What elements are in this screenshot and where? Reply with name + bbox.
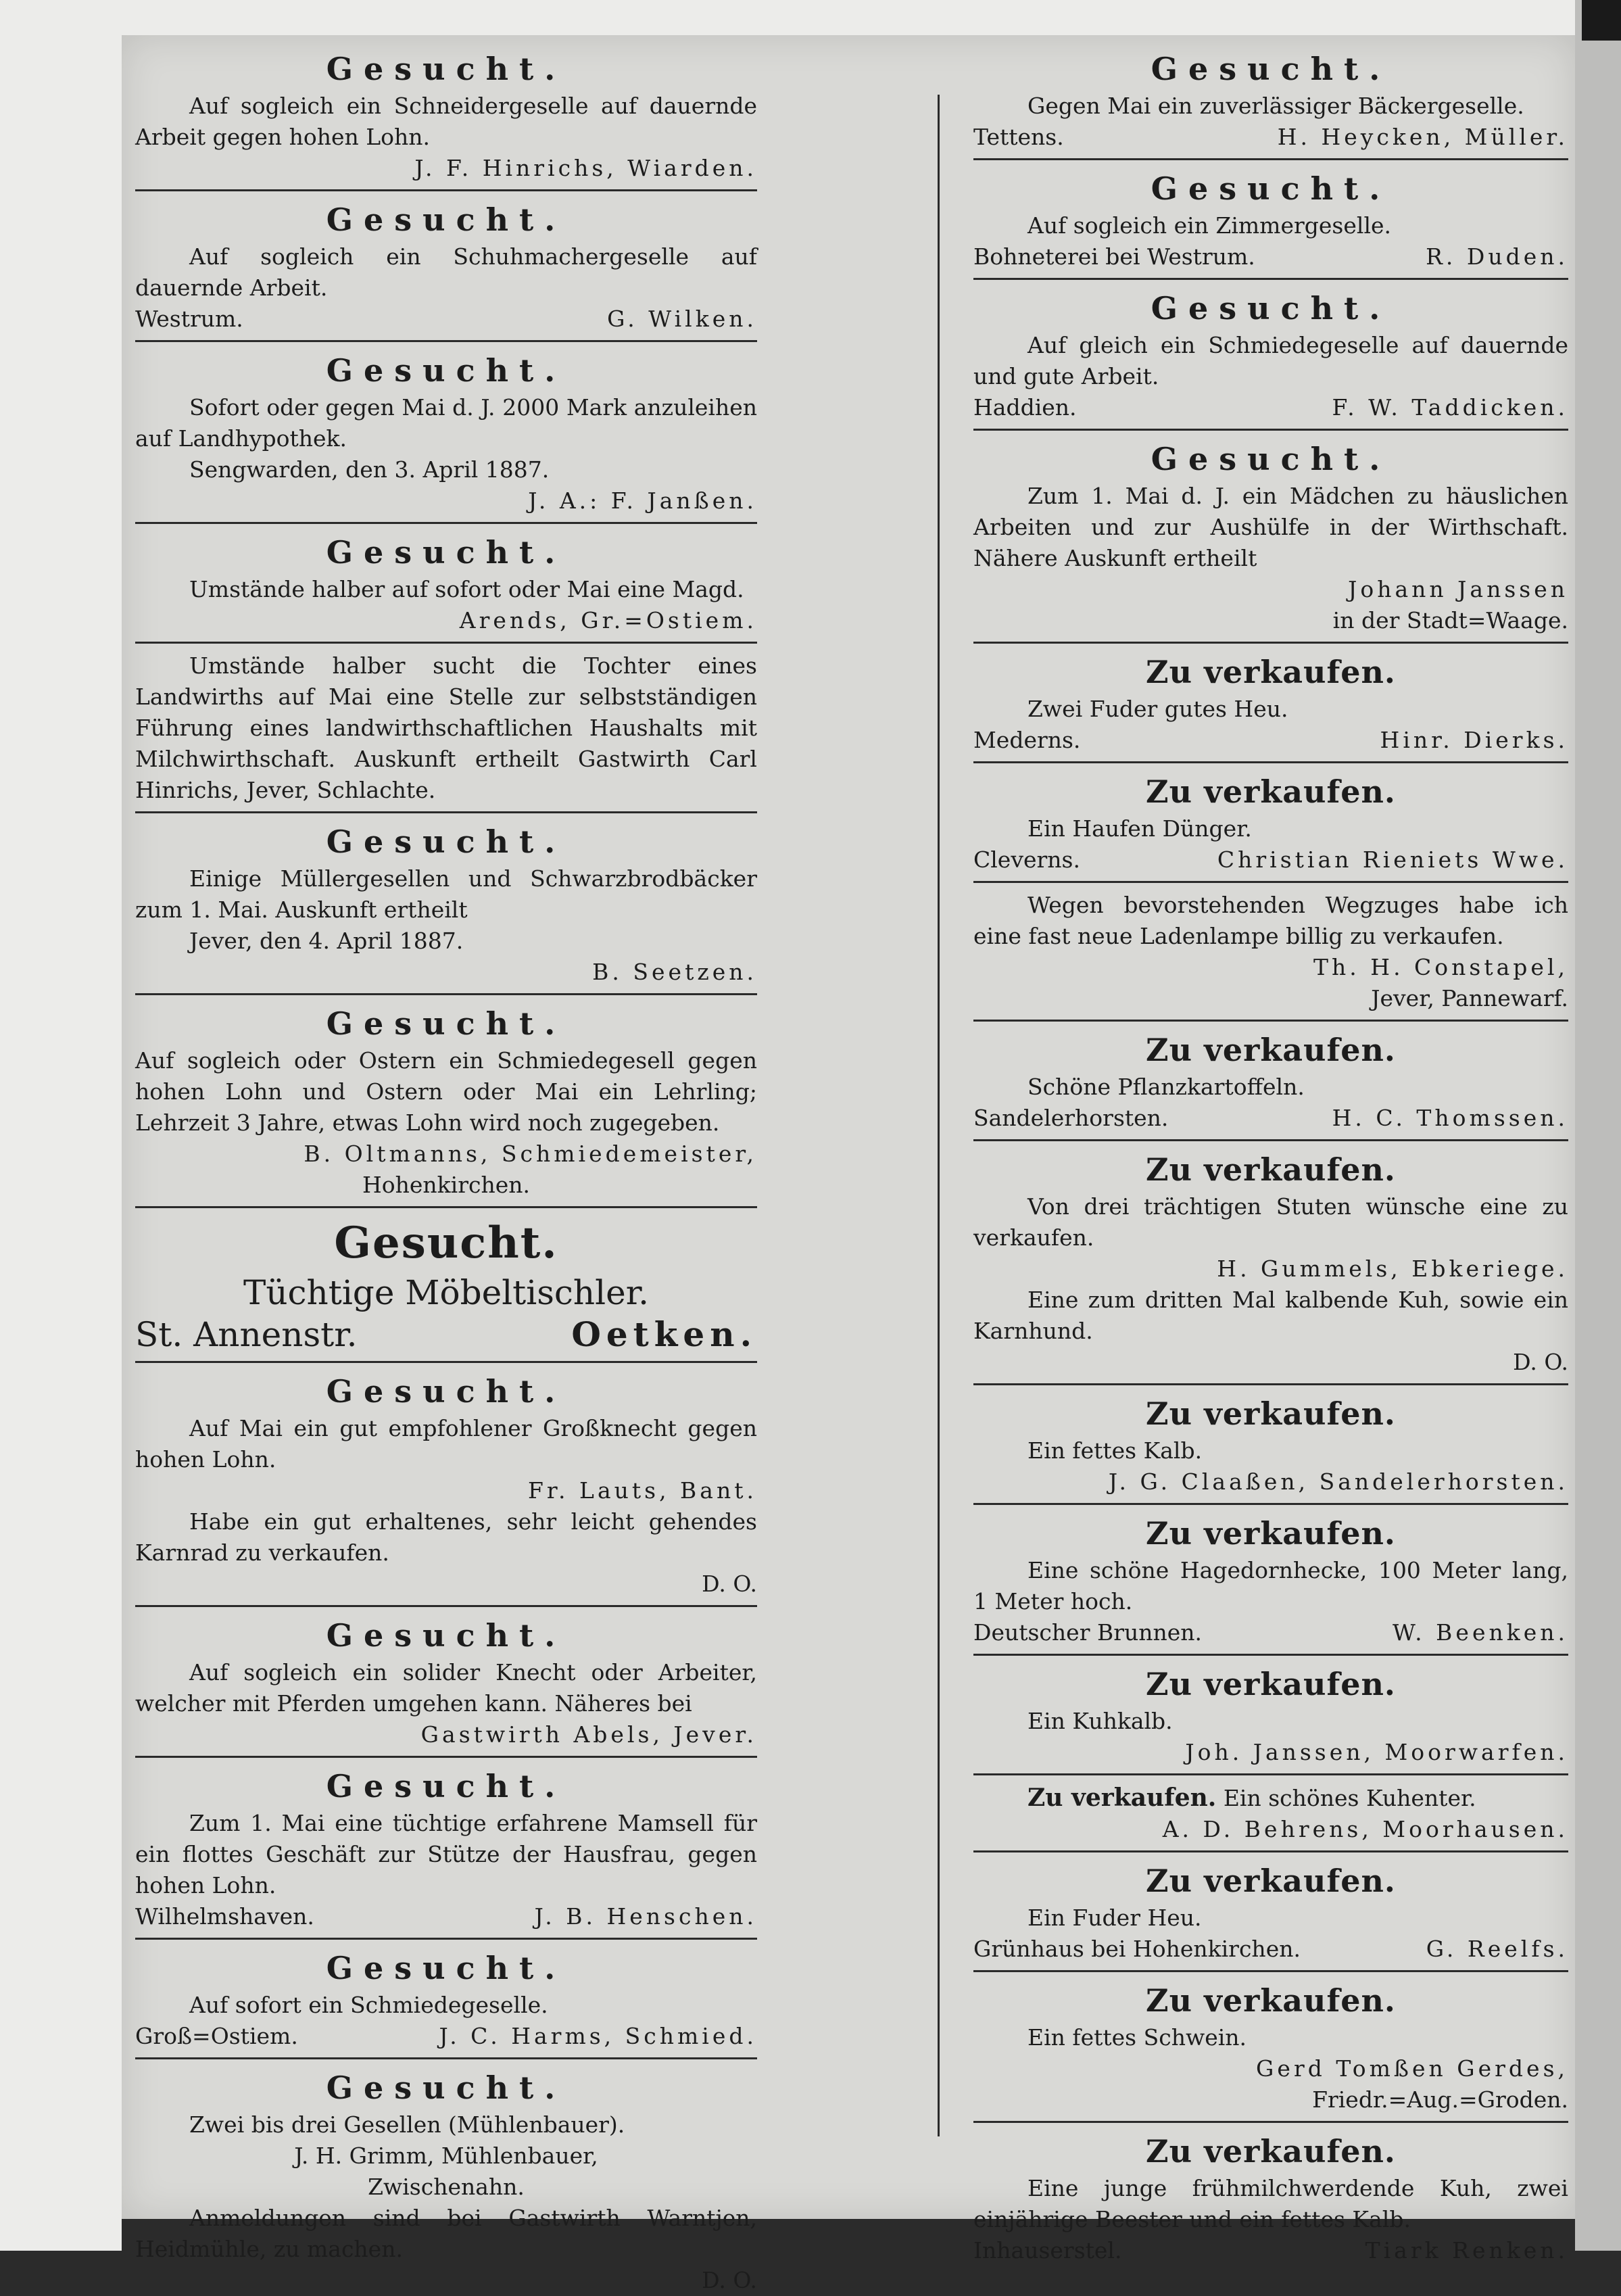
advertiser: Oetken. [571, 1314, 757, 1354]
ad-mamsell [122, 1765, 771, 1940]
divider [973, 1654, 1568, 1656]
ad-text: Zwei bis drei Gesellen (Mühlenbauer). [189, 2111, 625, 2138]
advertiser: G. Reelfs. [1426, 1936, 1568, 1962]
ad-kalb [960, 1392, 1582, 1505]
advertiser: H. Gummels, Ebkeriege. [1217, 1255, 1568, 1282]
ad-signature [135, 2265, 757, 2296]
ad-heading: Zu verkaufen. [1146, 1666, 1396, 1702]
ad-signature [973, 122, 1568, 153]
ad-text: Zum 1. Mai d. J. ein Mädchen zu häuslichen Arbeiten und zur Aushülfe in der Wirthschaft. Nähere Auskunft ertheilt [973, 483, 1568, 571]
ad-signature [973, 1347, 1568, 1378]
left-column [122, 47, 771, 2293]
ad-heading: Gesucht. [326, 1617, 566, 1654]
ad-baeckergeselle [960, 47, 1582, 160]
divider [135, 1206, 757, 1208]
divider [973, 761, 1568, 763]
advertiser: F. W. Taddicken. [1332, 394, 1568, 421]
divider [135, 1605, 757, 1607]
divider [135, 811, 757, 813]
divider [973, 278, 1568, 280]
ad-dateline: Jever, den 4. April 1887. [189, 928, 464, 954]
ad-text: Wegen bevorstehenden Wegzuges habe ich eine fast neue Ladenlampe billig zu verkaufen. [973, 892, 1568, 949]
ad-duenger [960, 770, 1582, 883]
ad-heading: Gesucht. [326, 51, 566, 87]
place: Wilhelmshaven. [135, 1903, 314, 1930]
ad-signature [973, 1466, 1568, 1498]
ad-text: Tüchtige Möbeltischler. [243, 1273, 650, 1312]
ad-text: Ein Kuhkalb. [1027, 1708, 1173, 1734]
ad-signature [135, 1139, 757, 1170]
ad-heading: Gesucht. [326, 352, 566, 389]
advertiser: H. C. Thomssen. [1332, 1105, 1568, 1131]
place: Sandelerhorsten. [973, 1105, 1169, 1131]
advertiser: Christian Rieniets Wwe. [1217, 846, 1568, 873]
ad-dateline: Sengwarden, den 3. April 1887. [189, 456, 550, 483]
ad-text: Sofort oder gegen Mai d. J. 2000 Mark anzuleihen auf Landhypothek. [135, 394, 757, 452]
ad-ladenlampe [960, 890, 1582, 1022]
ad-signature [973, 574, 1568, 605]
divider [973, 429, 1568, 431]
ad-heading: Gesucht. [326, 1950, 566, 1986]
adjacent-page-edge [1575, 0, 1621, 2251]
divider [973, 158, 1568, 160]
advertiser: R. Duden. [1426, 243, 1568, 270]
ad-heading: Zu verkaufen. [1146, 1515, 1396, 1552]
ad-pflanzkartoffeln [960, 1028, 1582, 1141]
ad-signature [973, 392, 1568, 423]
advertiser: Fr. Lauts, Bant. [528, 1477, 757, 1504]
ad-heading: Gesucht. [326, 2070, 566, 2106]
ad-heading: Gesucht. [326, 1005, 566, 1042]
divider [973, 1503, 1568, 1505]
ad-text: Ein Fuder Heu. [1027, 1905, 1202, 1931]
place: Inhauserstel. [973, 2237, 1122, 2264]
ad-heading: Zu verkaufen. [1146, 1151, 1396, 1188]
advertiser-address: in der Stadt=Waage. [1332, 607, 1568, 633]
ad-signature [973, 1253, 1568, 1285]
ad-schwein [960, 1979, 1582, 2123]
ad-signature [973, 1617, 1568, 1648]
divider [973, 1139, 1568, 1141]
ad-kuh-beester [960, 2130, 1582, 2266]
ad-inline-heading: Zu verkaufen. [1027, 1784, 1217, 1812]
divider [135, 1756, 757, 1758]
ad-heading: Zu verkaufen. [1146, 1863, 1396, 1899]
ad-text: Auf sogleich ein Schneidergeselle auf dauernde Arbeit gegen hohen Lohn. [135, 93, 757, 150]
ad-signature [135, 605, 757, 636]
place: Mederns. [973, 727, 1081, 753]
ad-heading: Zu verkaufen. [1146, 2133, 1396, 2170]
place: Grünhaus bei Hohenkirchen. [973, 1936, 1301, 1962]
ad-stuten [960, 1148, 1582, 1285]
ad-heading: Gesucht. [1151, 51, 1391, 87]
ad-knecht [122, 1614, 771, 1758]
advertiser: J. A.: F. Janßen. [528, 487, 757, 514]
place: Groß=Ostiem. [135, 2023, 298, 2049]
ad-signature [973, 2235, 1568, 2266]
ad-text-2: Anmeldungen sind bei Gastwirth Warntjen, Heidmühle, zu machen. [135, 2205, 757, 2262]
ad-signature [973, 1103, 1568, 1134]
ad-text: Zum 1. Mai eine tüchtige erfahrene Mamsell für ein flottes Geschäft zur Stütze der Hausfrau, gegen hohen Lohn. [135, 1810, 757, 1898]
ad-heading: Zu verkaufen. [1146, 1032, 1396, 1068]
ad-zimmergeselle [960, 167, 1582, 280]
ad-heading: Gesucht. [1151, 290, 1391, 327]
ad-muellergesellen [122, 820, 771, 995]
ad-signature [135, 1901, 757, 1932]
ad-karnrad [122, 1506, 771, 1607]
ad-kuhenter [960, 1782, 1582, 1852]
divider [135, 1938, 757, 1940]
ad-text: Umstände halber auf sofort oder Mai eine Magd. [189, 576, 744, 602]
ad-text: Eine schöne Hagedornhecke, 100 Meter lang, 1 Meter hoch. [973, 1557, 1568, 1615]
ad-signature [135, 1719, 757, 1750]
ad-landhypothek [122, 349, 771, 524]
ad-grossknecht [122, 1370, 771, 1506]
place: Tettens. [973, 124, 1064, 150]
ad-kuh-karnhund [960, 1285, 1582, 1385]
column-divider [938, 95, 940, 2136]
advertiser: W. Beenken. [1393, 1619, 1568, 1646]
ad-text: Habe ein gut erhaltenes, sehr leicht gehendes Karnrad zu verkaufen. [135, 1508, 757, 1566]
ad-signature [135, 1314, 757, 1356]
advertiser: Tiark Renken. [1365, 2237, 1568, 2264]
ad-heading: Gesucht. [1151, 441, 1391, 477]
ad-kuhkalb [960, 1663, 1582, 1775]
advertiser: Gastwirth Abels, Jever. [420, 1721, 757, 1748]
divider [973, 1970, 1568, 1972]
ad-signature [973, 1737, 1568, 1768]
divider [973, 1383, 1568, 1385]
ad-heading: Gesucht. [326, 1768, 566, 1804]
advertiser: J. H. Grimm, Mühlenbauer, [294, 2143, 598, 2169]
ad-schmiedegesell [122, 1002, 771, 1208]
advertiser: J. B. Henschen. [534, 1903, 757, 1930]
ad-schuhmachergeselle [122, 198, 771, 342]
ad-text: Eine junge frühmilchwerdende Kuh, zwei einjährige Beester und ein fettes Kalb. [973, 2175, 1568, 2232]
ad-signature [973, 1814, 1568, 1845]
advertiser: Hinr. Dierks. [1380, 727, 1568, 753]
divider [135, 1361, 757, 1363]
ad-text: Auf sogleich oder Ostern ein Schmiedegesell gegen hohen Lohn und Ostern oder Mai ein Lehrling; Lehrzeit 3 Jahre, etwas Lohn wird noch zugegeben. [135, 1047, 757, 1136]
advertiser: J. F. Hinrichs, Wiarden. [414, 155, 757, 181]
ad-signature [973, 844, 1568, 876]
ad-signature [135, 1569, 757, 1600]
divider [973, 642, 1568, 644]
scan-background-left [0, 0, 122, 2251]
ad-text: Zwei Fuder gutes Heu. [1027, 696, 1288, 722]
advertiser: B. Seetzen. [592, 959, 757, 985]
ad-heading: Gesucht. [1151, 170, 1391, 207]
divider [973, 1020, 1568, 1022]
ad-maedchen [960, 437, 1582, 644]
advertiser-place [973, 2084, 1568, 2115]
ad-signature [973, 241, 1568, 272]
ad-text: Einige Müllergesellen und Schwarzbrodbäcker zum 1. Mai. Auskunft ertheilt [135, 865, 757, 923]
ad-text: Auf sogleich ein solider Knecht oder Arbeiter, welcher mit Pferden umgehen kann. Näheres bei [135, 1659, 757, 1717]
divider [973, 1773, 1568, 1775]
ad-text: Auf Mai ein gut empfohlener Großknecht gegen hohen Lohn. [135, 1415, 757, 1473]
ad-muehlenbauer [122, 2066, 771, 2296]
ad-text-line [973, 1782, 1568, 1814]
ad-text: Ein fettes Schwein. [1027, 2024, 1247, 2051]
ad-signature [135, 485, 757, 517]
ad-heading: Gesucht. [326, 534, 566, 571]
divider [135, 642, 757, 644]
advertiser-place: Zwischenahn. [368, 2174, 525, 2200]
divider [135, 522, 757, 524]
ad-text: Ein fettes Kalb. [1027, 1437, 1203, 1464]
ad-text: Eine zum dritten Mal kalbende Kuh, sowie ein Karnhund. [973, 1287, 1568, 1344]
ad-schmiedegeselle-haddien [960, 287, 1582, 431]
advertiser-place: Hohenkirchen. [362, 1172, 530, 1198]
ad-heu [960, 650, 1582, 763]
ad-heading: Zu verkaufen. [1146, 1395, 1396, 1432]
advertiser: J. C. Harms, Schmied. [439, 2023, 757, 2049]
ad-schmiedegeselle [122, 1946, 771, 2059]
place: Cleverns. [973, 846, 1080, 873]
ad-heading: Gesucht. [326, 201, 566, 238]
ad-signature [135, 153, 757, 184]
ad-moebeltischler [122, 1215, 771, 1363]
scan-background-top [0, 0, 1621, 35]
divider [973, 2121, 1568, 2123]
ad-text: Von drei trächtigen Stuten wünsche eine zu verkaufen. [973, 1193, 1568, 1251]
advertiser: B. Oltmanns, Schmiedemeister, [304, 1141, 757, 1167]
ad-signature [973, 725, 1568, 756]
ad-heading: Zu verkaufen. [1146, 1982, 1396, 2019]
ad-text: Umstände halber sucht die Tochter eines Landwirths auf Mai eine Stelle zur selbstständigen Führung eines landwirthschaftlichen Haushalts mit Milchwirthschaft. Auskunft ertheilt Gastwirth Carl Hinrichs, Jever, Schlachte. [135, 652, 757, 803]
place: Deutscher Brunnen. [973, 1619, 1203, 1646]
advertiser-address: Friedr.=Aug.=Groden. [1312, 2086, 1568, 2113]
ad-text: Auf sofort ein Schmiedegeselle. [189, 1992, 548, 2018]
ad-hagedornhecke [960, 1512, 1582, 1656]
advertiser: Joh. Janssen, Moorwarfen. [1185, 1739, 1568, 1765]
advertiser-place [973, 605, 1568, 636]
divider [973, 1850, 1568, 1852]
advertiser: Th. H. Constapel, [1313, 954, 1568, 980]
ad-signature [135, 304, 757, 335]
advertiser-address: Jever, Pannewarf. [1371, 985, 1568, 1011]
place: St. Annenstr. [135, 1315, 358, 1354]
advertiser: Gerd Tomßen Gerdes, [1256, 2055, 1568, 2082]
divider [135, 2057, 757, 2059]
ad-text: Gegen Mai ein zuverlässiger Bäckergeselle. [1027, 93, 1524, 119]
advertiser-initials: D. O. [702, 2267, 757, 2293]
scan-corner [1582, 0, 1621, 41]
ad-signature [135, 1475, 757, 1506]
ad-text: Auf sogleich ein Zimmergeselle. [1027, 212, 1392, 239]
place: Westrum. [135, 306, 243, 332]
place: Bohneterei bei Westrum. [973, 243, 1255, 270]
advertiser: H. Heycken, Müller. [1277, 124, 1568, 150]
ad-heading: Zu verkaufen. [1146, 773, 1396, 810]
advertiser: Johann Janssen [1348, 576, 1568, 602]
advertiser: D. O. [702, 1571, 757, 1597]
ad-text: Ein schönes Kuhenter. [1223, 1785, 1476, 1811]
advertiser: Arends, Gr.=Ostiem. [459, 607, 757, 633]
right-column [960, 47, 1582, 2264]
divider [973, 881, 1568, 883]
advertiser-place [973, 983, 1568, 1014]
ad-signature [135, 957, 757, 988]
ad-heading: Gesucht. [326, 1373, 566, 1410]
place: Haddien. [973, 394, 1077, 421]
ad-signature [135, 2021, 757, 2052]
ad-fuder-heu [960, 1859, 1582, 1972]
advertiser: A. D. Behrens, Moorhausen. [1162, 1816, 1568, 1842]
ad-signature [973, 2053, 1568, 2084]
advertiser: J. G. Claaßen, Sandelerhorsten. [1108, 1468, 1568, 1495]
ad-text: Auf sogleich ein Schuhmachergeselle auf dauernde Arbeit. [135, 243, 757, 301]
ad-signature [973, 952, 1568, 983]
divider [135, 189, 757, 191]
ad-heading: Gesucht. [334, 1218, 558, 1268]
ad-text: Ein Haufen Dünger. [1027, 815, 1252, 842]
ad-signature [973, 1934, 1568, 1965]
ad-text: Schöne Pflanzkartoffeln. [1027, 1074, 1305, 1100]
ad-heading: Zu verkaufen. [1146, 654, 1396, 690]
divider [135, 340, 757, 342]
ad-heading: Gesucht. [326, 823, 566, 860]
ad-schneidergeselle [122, 47, 771, 191]
ad-text: Auf gleich ein Schmiedegeselle auf dauernde und gute Arbeit. [973, 332, 1568, 389]
ad-tochter-stelle [122, 650, 771, 813]
divider [135, 993, 757, 995]
ad-magd [122, 531, 771, 644]
advertiser: G. Wilken. [607, 306, 757, 332]
advertiser-initials: D. O. [1513, 1349, 1568, 1375]
